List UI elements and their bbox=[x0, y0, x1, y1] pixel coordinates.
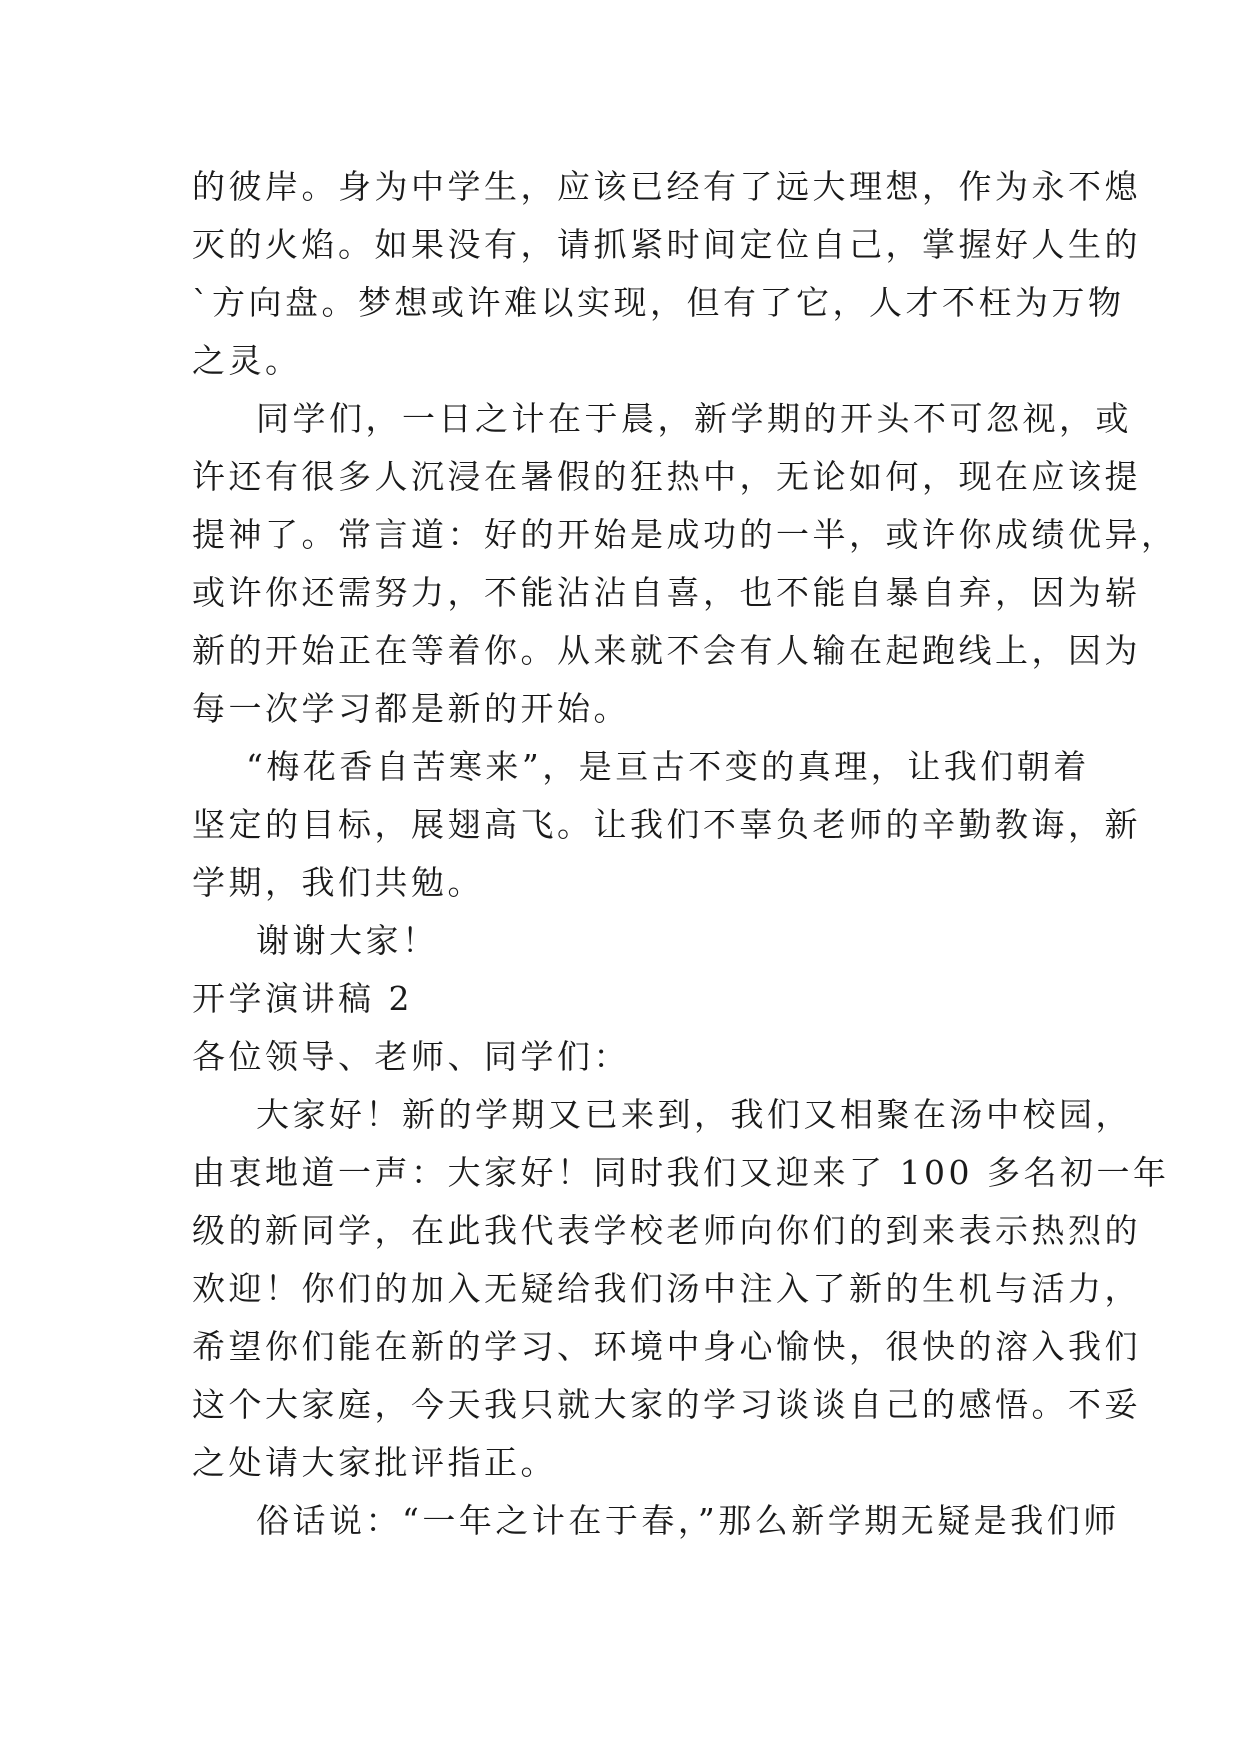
text-line: `方向盘。梦想或许难以实现，但有了它，人才不枉为万物 bbox=[192, 283, 1125, 322]
text-line: 每一次学习都是新的开始。 bbox=[192, 689, 630, 728]
text-line: 欢迎！你们的加入无疑给我们汤中注入了新的生机与活力， bbox=[192, 1269, 1141, 1308]
text-line: 新的开始正在等着你。从来就不会有人输在起跑线上，因为 bbox=[192, 631, 1141, 670]
text-line: “梅花香自苦寒来”，是亘古不变的真理，让我们朝着 bbox=[246, 747, 1090, 786]
text-line: 这个大家庭，今天我只就大家的学习谈谈自己的感悟。不妥 bbox=[192, 1385, 1141, 1424]
text-line: 同学们，一日之计在于晨，新学期的开头不可忽视，或 bbox=[256, 399, 1132, 438]
text-line: 俗话说：“一年之计在于春，”那么新学期无疑是我们师 bbox=[256, 1501, 1120, 1540]
text-line: 由衷地道一声：大家好！同时我们又迎来了 100 多名初一年 bbox=[192, 1153, 1170, 1192]
text-line: 希望你们能在新的学习、环境中身心愉快，很快的溶入我们 bbox=[192, 1327, 1141, 1366]
text-line: 之灵。 bbox=[192, 341, 302, 380]
text-line: 谢谢大家！ bbox=[256, 921, 439, 960]
text-line: 或许你还需努力，不能沾沾自喜，也不能自暴自弃，因为崭 bbox=[192, 573, 1141, 612]
document-body bbox=[192, 158, 1178, 1550]
text-line: 之处请大家批评指正。 bbox=[192, 1443, 557, 1482]
text-line: 灭的火焰。如果没有，请抓紧时间定位自己，掌握好人生的 bbox=[192, 225, 1141, 264]
text-line: 提神了。常言道：好的开始是成功的一半，或许你成绩优异， bbox=[192, 515, 1178, 554]
salutation: 各位领导、老师、同学们： bbox=[192, 1037, 630, 1076]
text-line: 学期，我们共勉。 bbox=[192, 863, 484, 902]
section-heading: 开学演讲稿 2 bbox=[192, 979, 413, 1018]
text-line: 许还有很多人沉浸在暑假的狂热中，无论如何，现在应该提 bbox=[192, 457, 1141, 496]
text-line: 大家好！新的学期又已来到，我们又相聚在汤中校园， bbox=[256, 1095, 1132, 1134]
text-line: 坚定的目标，展翅高飞。让我们不辜负老师的辛勤教诲，新 bbox=[192, 805, 1141, 844]
text-line: 级的新同学，在此我代表学校老师向你们的到来表示热烈的 bbox=[192, 1211, 1141, 1250]
text-line: 的彼岸。身为中学生，应该已经有了远大理想，作为永不熄 bbox=[192, 167, 1141, 206]
